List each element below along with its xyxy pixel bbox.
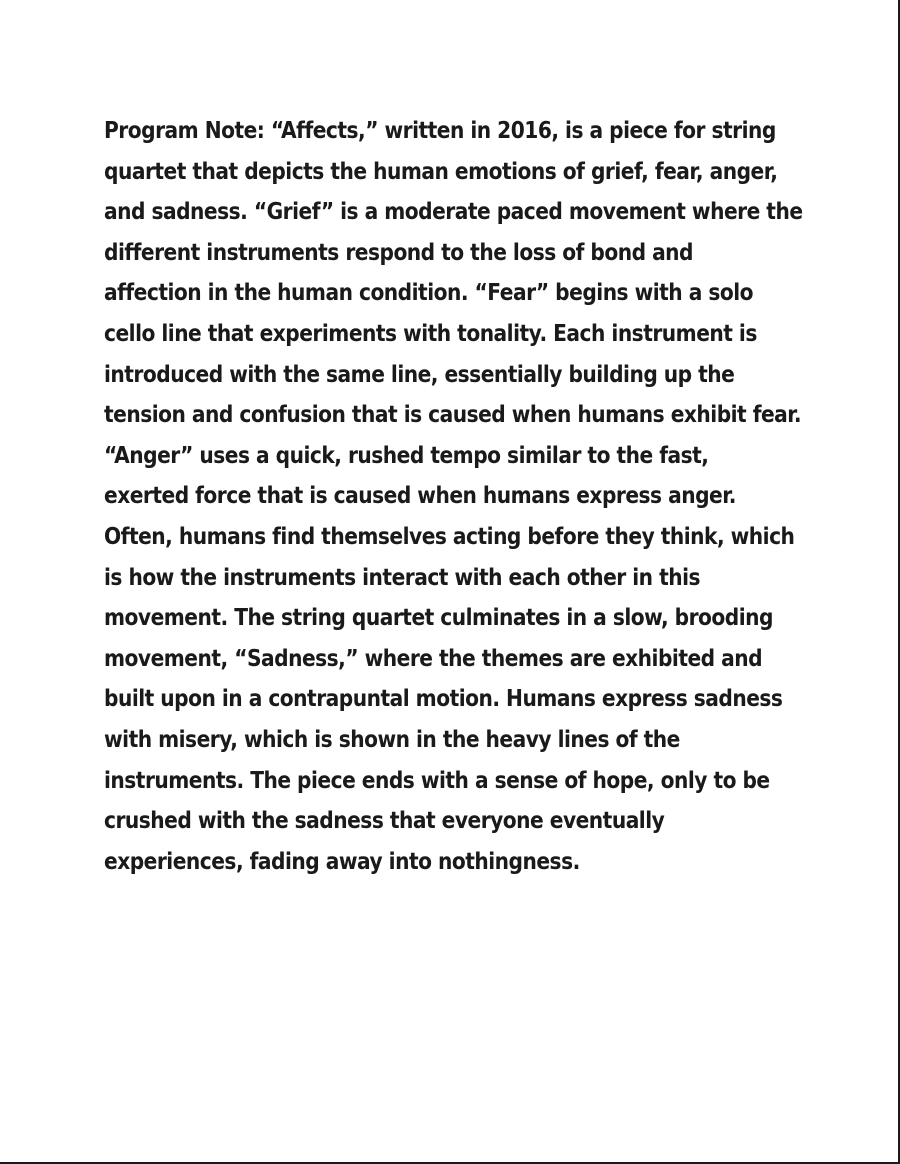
program-note-line: built upon in a contrapuntal motion. Humans express sadness (104, 684, 783, 713)
program-note-line: with misery, which is shown in the heavy lines of the (104, 724, 680, 753)
program-note-line: Often, humans find themselves acting before they think, which (104, 521, 795, 550)
program-note-line: tension and confusion that is caused when humans exhibit fear. (104, 400, 802, 429)
program-note-line: cello line that experiments with tonality. Each instrument is (104, 318, 757, 347)
program-note-line: experiences, fading away into nothingness. (104, 846, 580, 875)
program-note-line: crushed with the sadness that everyone eventually (104, 806, 665, 835)
program-note-line: exerted force that is caused when humans express anger. (104, 481, 736, 510)
program-note-line: affection in the human condition. “Fear” begins with a solo (104, 278, 754, 307)
program-note-line: and sadness. “Grief” is a moderate paced movement where the (104, 197, 803, 226)
program-note-line: Program Note: “Affects,” written in 2016, is a piece for string (104, 116, 776, 144)
program-note-line: introduced with the same line, essentially building up the (104, 359, 735, 388)
program-note-paragraph (104, 110, 804, 881)
program-note-line: instruments. The piece ends with a sense of hope, only to be (104, 765, 770, 794)
program-note-line: different instruments respond to the loss of bond and (104, 237, 694, 266)
program-note-line: is how the instruments interact with each other in this (104, 562, 701, 591)
program-note-line: movement. The string quartet culminates in a slow, brooding (104, 603, 773, 632)
program-note-line: movement, “Sadness,” where the themes are exhibited and (104, 643, 763, 672)
program-note-line: “Anger” uses a quick, rushed tempo similar to the fast, (104, 440, 709, 469)
program-note-line: quartet that depicts the human emotions of grief, fear, anger, (104, 156, 778, 185)
